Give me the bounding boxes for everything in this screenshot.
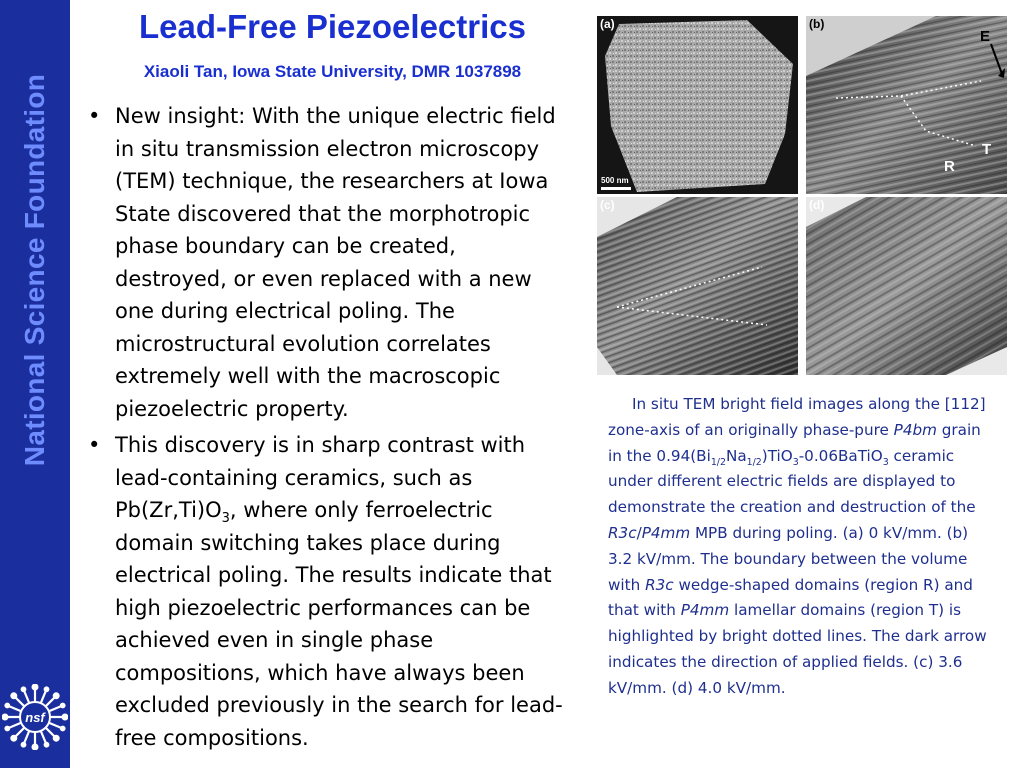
- panel-label: (c): [600, 198, 615, 212]
- subscript: 3: [792, 456, 799, 468]
- slide-title: Lead-Free Piezoelectrics: [138, 8, 526, 45]
- bullet-dot-icon: •: [88, 104, 101, 128]
- bullet-item: [88, 429, 573, 754]
- subscript: 3: [221, 511, 230, 527]
- caption-text: Na: [725, 446, 747, 465]
- subscript: 3: [882, 456, 889, 468]
- nsf-logo-icon: [2, 684, 68, 750]
- bullet-dot-icon: •: [88, 433, 101, 457]
- figure-caption: [608, 392, 993, 702]
- tem-image-b: [806, 16, 1007, 194]
- subscript: 1/2: [746, 456, 762, 468]
- nsf-sidebar: [0, 0, 70, 768]
- tem-image-d: [806, 197, 1007, 375]
- caption-italic: R3c: [645, 575, 674, 594]
- bullet-text-part: This discovery is in sharp contrast with lead-containing ceramics, such as Pb(Zr,Ti)O: [115, 433, 526, 522]
- panel-label: (d): [809, 198, 825, 212]
- tem-panel-a: [597, 16, 798, 194]
- tem-figure: [597, 16, 1000, 374]
- caption-italic: P4mm: [641, 523, 691, 542]
- sidebar-org-name: National Science Foundation: [19, 73, 50, 467]
- caption-italic: P4bm: [893, 420, 937, 439]
- scale-bar-label: 500 nm: [601, 176, 629, 185]
- caption-italic: R3c: [608, 523, 637, 542]
- caption-text: wedge-shaped domains (region R) and that with: [608, 575, 973, 620]
- caption-italic: P4mm: [680, 601, 730, 620]
- tem-panel-d: [806, 197, 1007, 375]
- bullet-list: [88, 100, 573, 758]
- field-direction-label: E: [980, 28, 991, 45]
- slide-byline: Xiaoli Tan, Iowa State University, DMR 1037898: [143, 62, 522, 81]
- bullet-item: [88, 100, 573, 425]
- region-t-label: T: [982, 141, 992, 158]
- caption-text: MPB during poling. (a) 0 kV/mm. (b) 3.2 kV/mm. The boundary between the volume with: [608, 523, 969, 594]
- bullet-text: New insight: With the unique electric field in situ transmission electron microscopy (TEM) technique, the researchers at Iowa State discovered that the morphotropic phase boundary can be created, destroyed, or even replaced with a new one during electrical poling. The microstructural evolution correlates extremely well with the macroscopic piezoelectric property.: [115, 104, 556, 421]
- caption-text: ceramic under different electric fields are displayed to demonstrate the creation and destruction of the: [608, 446, 976, 517]
- caption-text: -0.06BaTiO: [798, 446, 883, 465]
- caption-text: lamellar domains (region T) is highlighted by bright dotted lines. The dark arrow indicates the direction of applied fields. (c) 3.6 kV/mm. (d) 4.0 kV/mm.: [608, 601, 987, 697]
- caption-text: )TiO: [761, 446, 793, 465]
- subscript: 1/2: [710, 456, 726, 468]
- scale-bar: [601, 187, 631, 190]
- bullet-text-part: , where only ferroelectric domain switching takes place during electrical poling. The results indicate that high piezoelectric performances can be achieved even in single phase compositions, which have always been excluded previously in the search for lead-free compositions.: [115, 498, 563, 750]
- panel-label: (a): [600, 17, 615, 31]
- caption-text: /: [636, 523, 642, 542]
- tem-image-a: [597, 16, 798, 194]
- tem-image-c: [597, 197, 798, 375]
- region-r-label: R: [944, 158, 955, 175]
- caption-text: In situ TEM bright field images along the [112] zone-axis of an originally phase-pure: [608, 395, 986, 439]
- nsf-logo-text: nsf: [25, 710, 45, 725]
- panel-label: (b): [809, 17, 825, 31]
- tem-panel-b: [806, 16, 1007, 194]
- tem-panel-c: [597, 197, 798, 375]
- caption-text: grain in the 0.94(Bi: [608, 420, 981, 465]
